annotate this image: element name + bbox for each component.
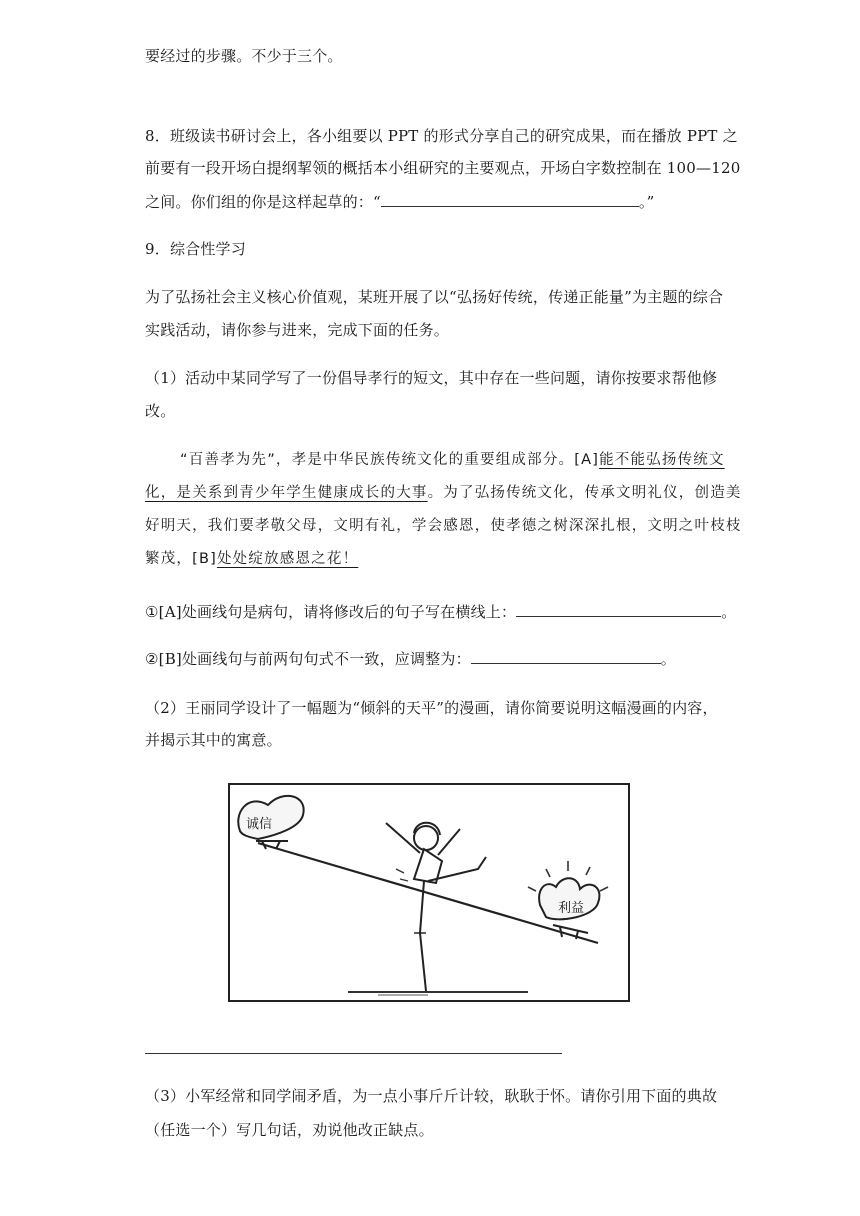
sub-question-2-text: ②[B]处画线句与前两句句式不一致，应调整为： [145,650,471,668]
passage-line-3: 好明天，我们要孝敬父母，文明有礼，学会感恩，使孝德之树深深扎根，文明之叶枝枝 [145,518,742,534]
question-8-line-2: 前要有一段开场白提纲挈领的概括本小组研究的主要观点，开场白字数控制在 100—120 [145,159,741,177]
passage-text: 。为了弘扬传统文化，传承文明礼仪，创造美 [427,485,742,501]
label-integrity: 诚信 [246,817,273,832]
tilted-scale-cartoon [228,783,630,1002]
q8-answer-blank[interactable] [381,191,639,207]
marker-b: [B] [192,551,217,567]
sub-question-1-end: 。 [721,603,737,621]
question-8-line-3 [145,191,720,212]
sub-question-1 [145,601,737,622]
text-line: 要经过的步骤。不少于三个。 [145,47,343,65]
part-2-line-2: 并揭示其中的寓意。 [145,731,282,749]
part-3-line-2: （任选一个）写几句话，劝说他改正缺点。 [145,1121,434,1139]
sub-question-2 [145,648,720,669]
passage-text: “百善孝为先”，孝是中华民族传统文化的重要组成部分。 [180,452,575,468]
sub-question-2-end: 。 [660,650,676,668]
passage-line-1 [180,450,725,470]
question-9-heading: 9．综合性学习 [145,240,246,258]
passage-line-4 [145,549,720,569]
marker-a: [A] [574,452,600,468]
sub-question-1-blank[interactable] [516,601,721,617]
passage-line-2 [145,483,742,503]
part-2-line-1: （2）王丽同学设计了一幅题为“倾斜的天平”的漫画，请你简要说明这幅漫画的内容， [145,699,718,717]
part-1-line-2: 改。 [145,402,176,420]
intro-line-1: 为了弘扬社会主义核心价值观，某班开展了以“弘扬好传统，传递正能量”为主题的综合 [145,288,724,306]
q8-prefix: 之间。你们组的你是这样起草的：“ [145,193,381,211]
intro-line-2: 实践活动，请你参与进来，完成下面的任务。 [145,321,450,339]
q8-suffix: 。” [638,193,655,211]
part-3-line-1: （3）小军经常和同学闹矛盾，为一点小事斤斤计较，耿耿于怀。请你引用下面的典故 [145,1087,718,1105]
underlined-sentence-a: 能不能弘扬传统文 [599,452,725,468]
underlined-sentence-a-cont: 化，是关系到青少年学生健康成长的大事 [145,485,428,501]
sub-question-2-blank[interactable] [471,648,661,664]
part-2-answer-line[interactable] [145,1053,562,1054]
underlined-sentence-b: 处处绽放感恩之花！ [216,551,359,567]
part-1-line-1: （1）活动中某同学写了一份倡导孝行的短文，其中存在一些问题，请你按要求帮他修 [145,369,718,387]
sub-question-1-text: ①[A]处画线句是病句，请将修改后的句子写在横线上： [145,603,517,621]
label-interest: 利益 [558,901,585,916]
question-8-line-1: 8．班级读书研讨会上，各小组要以 PPT 的形式分享自己的研究成果，而在播放 PPT 之 [145,127,738,145]
passage-text: 繁茂， [145,551,193,567]
